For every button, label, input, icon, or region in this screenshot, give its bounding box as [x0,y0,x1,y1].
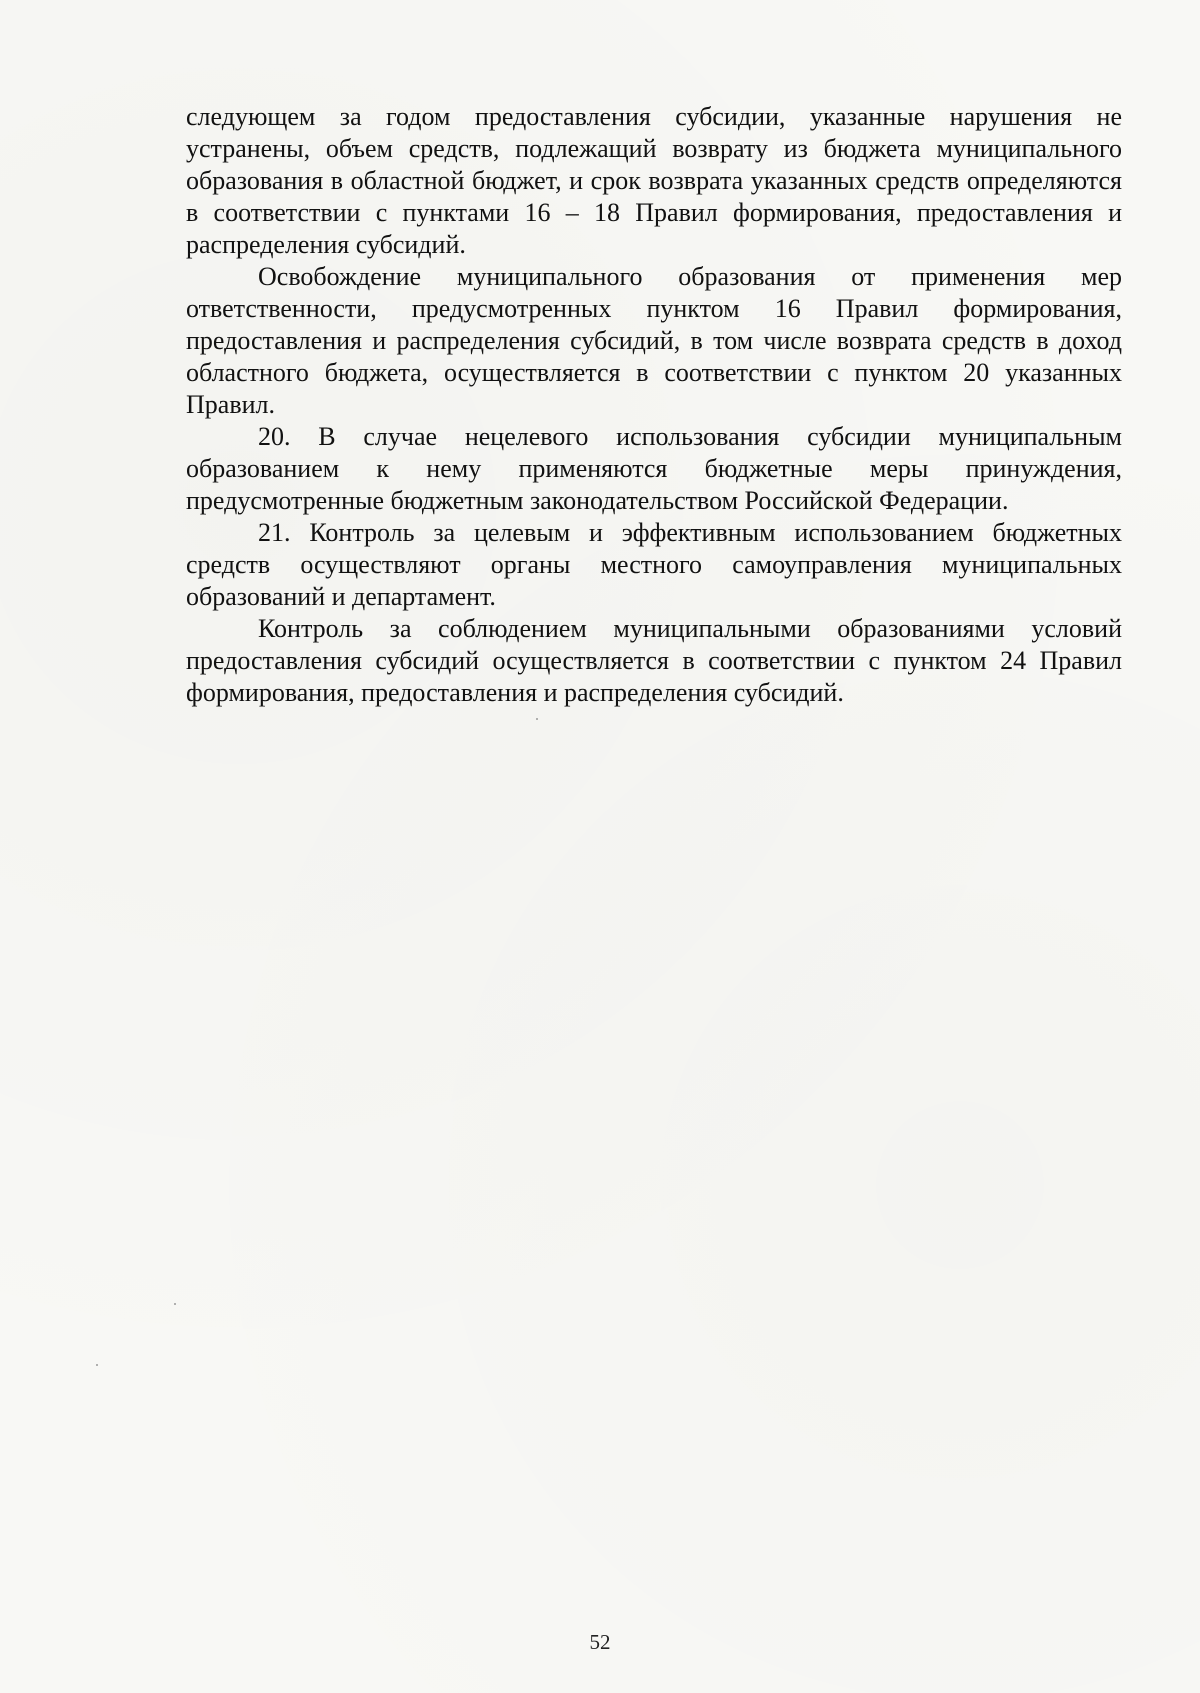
scan-artifact [652,44,658,62]
paragraph-exemption: Освобождение муниципального образования от применения мер ответственности, предусмотренных пунктом 16 Правил формирования, предоставления и распределения субсидий, в том числе возврата средств в доход областного бюджета, осуществляется в соответствии с пунктом 20 указанных Правил. [186,262,1122,419]
paragraph-item-20: 20. В случае нецелевого использования субсидии муниципальным образованием к нему применяются бюджетные меры принуждения, предусмотренные бюджетным законодательством Российской Федерации. [186,422,1122,515]
paragraph-continuation: следующем за годом предоставления субсидии, указанные нарушения не устранены, объем средств, подлежащий возврату из бюджета муниципального образования в областной бюджет, и срок возврата указанных средств определяются в соответствии с пунктами 16 – 18 Правил формирования, предоставления и распределения субсидий. [186,102,1122,259]
page-number: 52 [589,1630,611,1654]
scan-speck [536,718,538,720]
paragraph-item-21: 21. Контроль за целевым и эффективным использованием бюджетных средств осуществляют органы местного самоуправления муниципальных образований и департамент. [186,518,1122,611]
paragraph-control: Контроль за соблюдением муниципальными образованиями условий предоставления субсидий осуществляется в соответствии с пунктом 24 Правил формирования, предоставления и распределения субсидий. [186,614,1122,707]
scan-speck [174,1303,176,1305]
scan-speck [96,1364,98,1366]
document-body [186,101,1122,709]
